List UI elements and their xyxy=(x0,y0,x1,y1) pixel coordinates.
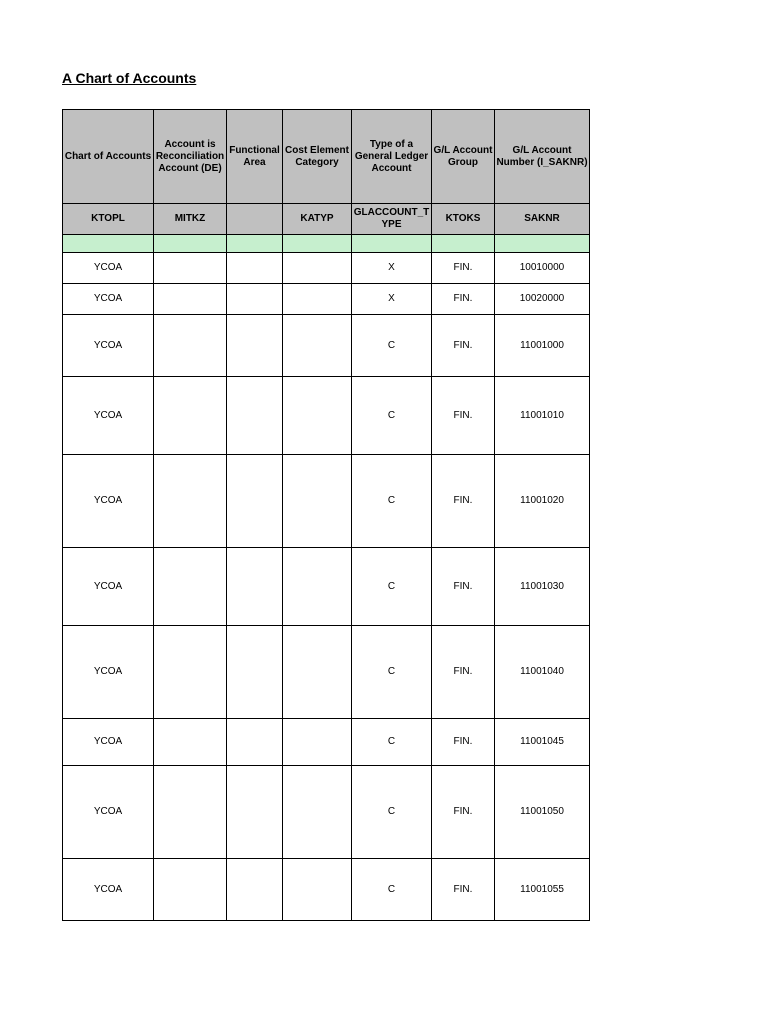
table-cell: YCOA xyxy=(63,548,154,626)
table-cell: YCOA xyxy=(63,377,154,455)
column-header: Functional Area xyxy=(227,110,283,204)
table-cell: FIN. xyxy=(432,766,495,859)
highlight-cell xyxy=(495,235,590,253)
table-cell: 11001040 xyxy=(495,626,590,719)
highlight-cell xyxy=(352,235,432,253)
table-cell: C xyxy=(352,548,432,626)
table-cell xyxy=(227,377,283,455)
table-cell xyxy=(283,548,352,626)
table-row xyxy=(63,766,590,859)
table-cell: C xyxy=(352,455,432,548)
highlight-cell xyxy=(283,235,352,253)
table-cell xyxy=(154,284,227,315)
table-cell xyxy=(227,548,283,626)
table-cell: YCOA xyxy=(63,284,154,315)
table-cell: YCOA xyxy=(63,455,154,548)
table-cell: 11001055 xyxy=(495,859,590,921)
column-header: Type of a General Ledger Account xyxy=(352,110,432,204)
table-cell xyxy=(154,766,227,859)
table-cell: 10020000 xyxy=(495,284,590,315)
table-cell: FIN. xyxy=(432,626,495,719)
table-cell xyxy=(154,626,227,719)
table-cell xyxy=(227,766,283,859)
table-cell xyxy=(227,719,283,766)
highlight-cell xyxy=(63,235,154,253)
table-row xyxy=(63,377,590,455)
table-row xyxy=(63,455,590,548)
table-cell xyxy=(283,253,352,284)
table-cell xyxy=(283,315,352,377)
table-cell xyxy=(154,719,227,766)
table-cell xyxy=(154,548,227,626)
table-row xyxy=(63,253,590,284)
page-title: A Chart of Accounts xyxy=(62,70,197,86)
field-code: KTOKS xyxy=(432,204,495,235)
column-header: Cost Element Category xyxy=(283,110,352,204)
table-cell xyxy=(283,377,352,455)
table-cell xyxy=(283,766,352,859)
table-cell: YCOA xyxy=(63,859,154,921)
table-cell: FIN. xyxy=(432,253,495,284)
table-cell: FIN. xyxy=(432,284,495,315)
table-cell: C xyxy=(352,766,432,859)
chart-of-accounts-table xyxy=(62,109,590,921)
highlight-row xyxy=(63,235,590,253)
table-cell xyxy=(283,284,352,315)
table-cell xyxy=(154,859,227,921)
table-cell: 11001000 xyxy=(495,315,590,377)
table-row xyxy=(63,548,590,626)
highlight-cell xyxy=(154,235,227,253)
table-cell: 11001020 xyxy=(495,455,590,548)
table-row xyxy=(63,315,590,377)
table-cell xyxy=(283,859,352,921)
table-cell xyxy=(154,315,227,377)
table-cell: C xyxy=(352,626,432,719)
field-code: KTOPL xyxy=(63,204,154,235)
table-cell xyxy=(154,377,227,455)
table-cell: YCOA xyxy=(63,253,154,284)
table-cell xyxy=(227,455,283,548)
table-cell: FIN. xyxy=(432,548,495,626)
field-code: GLACCOUNT_TYPE xyxy=(352,204,432,235)
table-cell: 11001045 xyxy=(495,719,590,766)
table-cell: C xyxy=(352,315,432,377)
table-cell: YCOA xyxy=(63,315,154,377)
table-cell: X xyxy=(352,284,432,315)
field-code: KATYP xyxy=(283,204,352,235)
table-cell: FIN. xyxy=(432,719,495,766)
table-row xyxy=(63,284,590,315)
table-row xyxy=(63,859,590,921)
table-cell xyxy=(154,253,227,284)
table-cell: YCOA xyxy=(63,766,154,859)
table-cell: 11001030 xyxy=(495,548,590,626)
table-cell: FIN. xyxy=(432,377,495,455)
table-cell xyxy=(227,315,283,377)
column-header: G/L Account Group xyxy=(432,110,495,204)
table-cell: YCOA xyxy=(63,719,154,766)
column-header: G/L Account Number (I_SAKNR) xyxy=(495,110,590,204)
header-row xyxy=(63,110,590,204)
column-header: Chart of Accounts xyxy=(63,110,154,204)
table-cell: 11001050 xyxy=(495,766,590,859)
table-cell xyxy=(154,455,227,548)
table-row xyxy=(63,626,590,719)
table-cell: X xyxy=(352,253,432,284)
table-row xyxy=(63,719,590,766)
field-code-row xyxy=(63,204,590,235)
field-code: MITKZ xyxy=(154,204,227,235)
table-cell: YCOA xyxy=(63,626,154,719)
column-header: Account is Reconciliation Account (DE) xyxy=(154,110,227,204)
table-cell xyxy=(227,626,283,719)
highlight-cell xyxy=(227,235,283,253)
field-code: SAKNR xyxy=(495,204,590,235)
highlight-cell xyxy=(432,235,495,253)
table-cell xyxy=(227,253,283,284)
table-cell xyxy=(227,859,283,921)
table-cell: 10010000 xyxy=(495,253,590,284)
table-cell xyxy=(283,719,352,766)
field-code xyxy=(227,204,283,235)
table-cell: FIN. xyxy=(432,315,495,377)
table-cell xyxy=(227,284,283,315)
table-cell xyxy=(283,626,352,719)
table-cell: FIN. xyxy=(432,455,495,548)
table-cell: FIN. xyxy=(432,859,495,921)
table-cell: C xyxy=(352,377,432,455)
table-cell: C xyxy=(352,859,432,921)
table-cell xyxy=(283,455,352,548)
table-cell: 11001010 xyxy=(495,377,590,455)
table-cell: C xyxy=(352,719,432,766)
